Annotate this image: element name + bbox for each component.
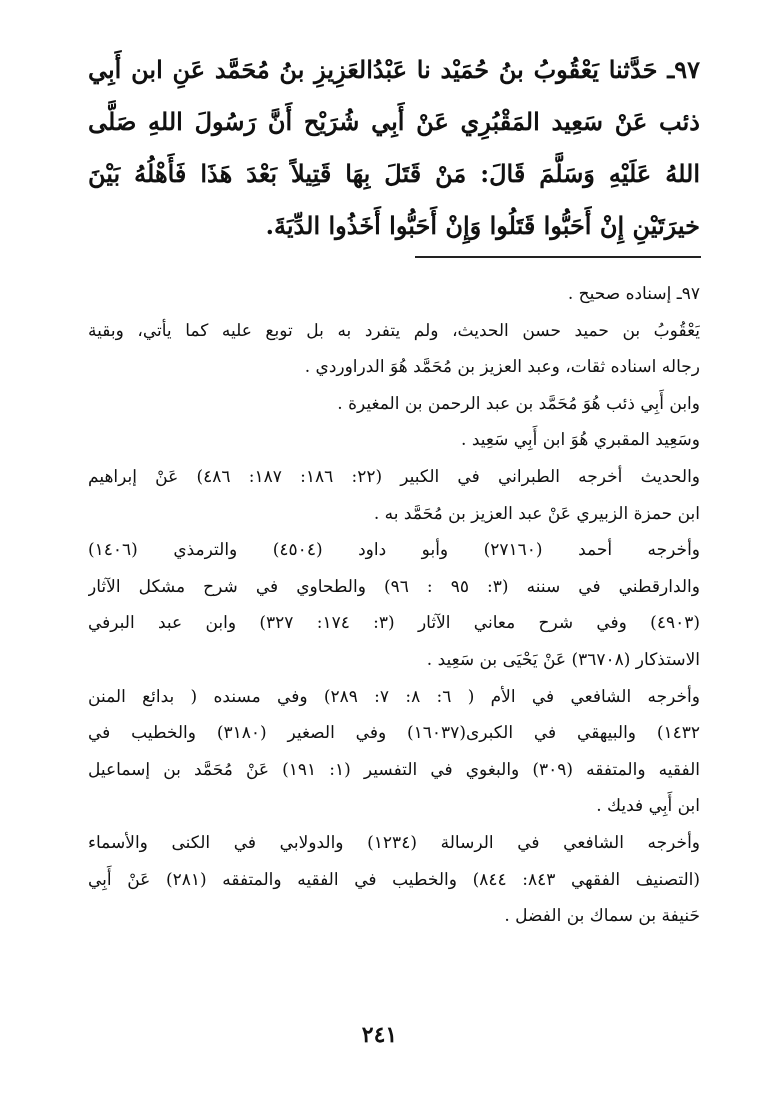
hadith-number: ٩٧ـ bbox=[667, 55, 700, 84]
footnotes bbox=[88, 276, 700, 935]
note-line: وأخرجه الشافعي في الأم ( ٦: ٨: ٧: ٢٨٩) وفي مسنده ( بدائع المنن bbox=[88, 686, 700, 707]
note-line: (التصنيف الفقهي ٨٤٣: ٨٤٤) والخطيب في الفقيه والمتفقه (٢٨١) عَنْ أَبِي bbox=[88, 869, 700, 890]
note-line: يَعْقُوبُ بن حميد حسن الحديث، ولم يتفرد به بل توبع عليه كما يأتي، وبقية bbox=[88, 320, 700, 341]
note-line: (٤٩٠٣) وفي شرح معاني الآثار (٣: ١٧٤: ٣٢٧) وابن عبد البرفي bbox=[88, 613, 700, 634]
note-line: وأخرجه الشافعي في الرسالة (١٢٣٤) والدولابي في الكنى والأسماء bbox=[88, 832, 700, 853]
note-line: الفقيه والمتفقه (٣٠٩) والبغوي في التفسير (١: ١٩١) عَنْ مُحَمَّد بن إسماعيل bbox=[88, 759, 700, 780]
note-line: وأخرجه أحمد (٢٧١٦٠) وأبو داود (٤٥٠٤) والترمذي (١٤٠٦) bbox=[88, 540, 700, 561]
note-line: وسَعِيد المقبري هُوَ ابن أَبِي سَعِيد . bbox=[461, 430, 700, 451]
note-line: ١٤٣٢) والبيهقي في الكبرى(١٦٠٣٧) وفي الصغير (٣١٨٠) والخطيب في bbox=[88, 723, 700, 744]
hadith-body: حَدَّثنا يَعْقُوبُ بنُ حُمَيْد نا عَبْدُالعَزِيزِ بنُ مُحَمَّد عَنِ ابن أَبِي ذئب عَنْ سَعِيد المَقْبُرِي عَنْ أَبِي شُرَيْح أَنَّ رَسُولَ اللهِ صَلَّى اللهُ عَلَيْهِ وَسَلَّمَ قَالَ: مَنْ قَتَلَ بِهَا قَتِيلاً بَعْدَ هَذَا فَأَهْلُهُ بَيْنَ خيرَتَيْنِ إِنْ أَحَبُّوا قَتَلُوا وَإِنْ أَحَبُّوا أَخَذُوا الدِّيَةَ. bbox=[88, 55, 700, 240]
page-number: ٢٤١ bbox=[361, 1022, 398, 1048]
note-line: حَنيفة بن سماك بن الفضل . bbox=[504, 906, 700, 927]
note-line: ابن حمزة الزبيري عَنْ عبد العزيز بن مُحَمَّد به . bbox=[373, 503, 700, 524]
note-line: والدارقطني في سننه (٣: ٩٥ : ٩٦) والطحاوي في شرح مشكل الآثار bbox=[88, 576, 700, 597]
note-line: ابن أَبِي فديك . bbox=[596, 796, 700, 817]
hadith-text bbox=[88, 44, 700, 252]
footnote-divider bbox=[415, 256, 701, 258]
note-line: الاستذكار (٣٦٧٠٨) عَنْ يَحْيَى بن سَعِيد . bbox=[426, 649, 700, 670]
note-line: والحديث أخرجه الطبراني في الكبير (٢٢: ١٨٦: ١٨٧: ٤٨٦) عَنْ إبراهيم bbox=[88, 466, 700, 487]
note-line: رجاله اسناده ثقات، وعبد العزيز بن مُحَمَّد هُوَ الدراوردي . bbox=[304, 357, 700, 378]
note-line: ٩٧ـ إسناده صحيح . bbox=[567, 284, 700, 304]
note-line: وابن أَبِي ذئب هُوَ مُحَمَّد بن عبد الرحمن بن المغيرة . bbox=[337, 393, 700, 414]
